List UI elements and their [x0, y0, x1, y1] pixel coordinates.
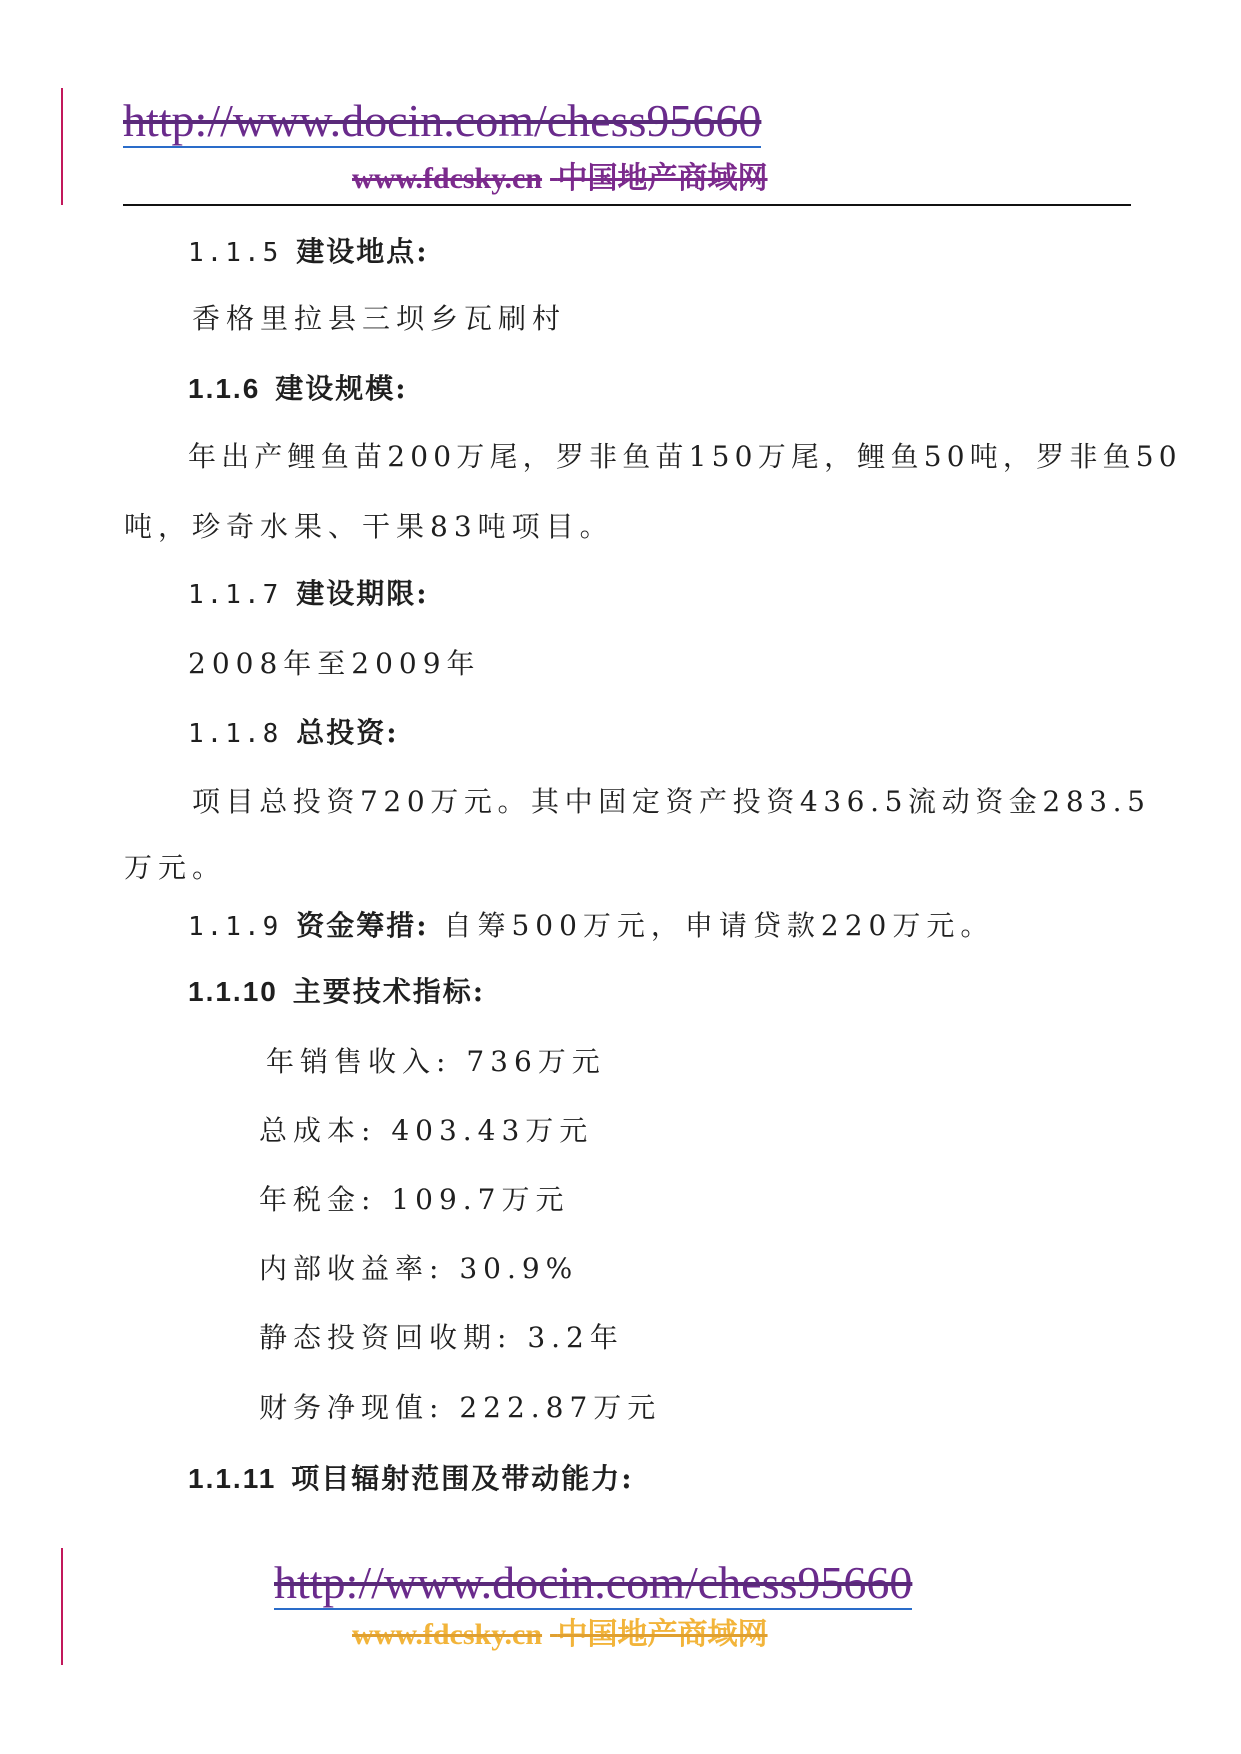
section-1-1-5-heading — [188, 235, 429, 268]
section-1-1-11-heading — [188, 1462, 634, 1495]
footer-site-domain: www.fdcsky.cn — [352, 1618, 543, 1651]
section-1-1-7-heading — [188, 577, 429, 610]
investment-text-line-1: 项目总投资720万元。其中固定资产投资436.5流动资金283.5 — [192, 785, 1151, 818]
funding-text: 自筹500万元，申请贷款220万元。 — [443, 909, 995, 942]
section-number: 1.1.8 — [188, 719, 282, 749]
header-site-name: 中国地产商域网 — [557, 162, 768, 195]
section-title: 项目辐射范围及带动能力: — [291, 1462, 634, 1495]
section-number: 1.1.10 — [188, 976, 278, 1007]
section-title: 主要技术指标: — [292, 975, 486, 1008]
header-divider — [123, 204, 1131, 206]
section-1-1-10-heading — [188, 975, 486, 1008]
footer-site-banner — [352, 1620, 768, 1650]
header-site-domain: www.fdcsky.cn — [352, 162, 543, 195]
margin-mark-top — [61, 88, 63, 205]
section-number: 1.1.6 — [188, 373, 261, 404]
indicator-total-cost: 总成本: 403.43万元 — [259, 1114, 594, 1147]
section-number: 1.1.11 — [188, 1463, 277, 1494]
margin-mark-bottom — [61, 1548, 63, 1665]
scale-text-line-1: 年出产鲤鱼苗200万尾，罗非鱼苗150万尾，鲤鱼50吨，罗非鱼50 — [188, 440, 1182, 473]
section-1-1-6-heading — [188, 372, 408, 405]
section-title: 建设期限: — [296, 577, 429, 610]
indicator-irr: 内部收益率: 30.9% — [259, 1252, 579, 1285]
header-url-link[interactable]: http://www.docin.com/chess95660 — [123, 95, 762, 146]
indicator-payback-period: 静态投资回收期: 3.2年 — [259, 1321, 624, 1354]
location-text: 香格里拉县三坝乡瓦刷村 — [192, 302, 567, 335]
indicator-annual-sales: 年销售收入: 736万元 — [266, 1045, 606, 1078]
indicator-npv: 财务净现值: 222.87万元 — [259, 1391, 662, 1424]
section-title: 资金筹措: — [296, 909, 429, 942]
footer-url-link[interactable]: http://www.docin.com/chess95660 — [274, 1557, 913, 1608]
investment-text-line-2: 万元。 — [124, 851, 227, 884]
section-title: 建设地点: — [296, 235, 429, 268]
section-1-1-9-heading — [188, 909, 995, 942]
footer-site-name: 中国地产商域网 — [557, 1618, 768, 1651]
section-title: 建设规模: — [275, 372, 408, 405]
section-title: 总投资: — [296, 716, 399, 749]
header-site-banner — [352, 164, 768, 194]
period-text: 2008年至2009年 — [188, 647, 481, 680]
section-number: 1.1.5 — [188, 238, 282, 268]
indicator-annual-tax: 年税金: 109.7万元 — [259, 1183, 570, 1216]
section-1-1-8-heading — [188, 716, 399, 749]
section-number: 1.1.9 — [188, 912, 282, 942]
section-number: 1.1.7 — [188, 580, 282, 610]
scale-text-line-2: 吨，珍奇水果、干果83吨项目。 — [124, 510, 614, 543]
